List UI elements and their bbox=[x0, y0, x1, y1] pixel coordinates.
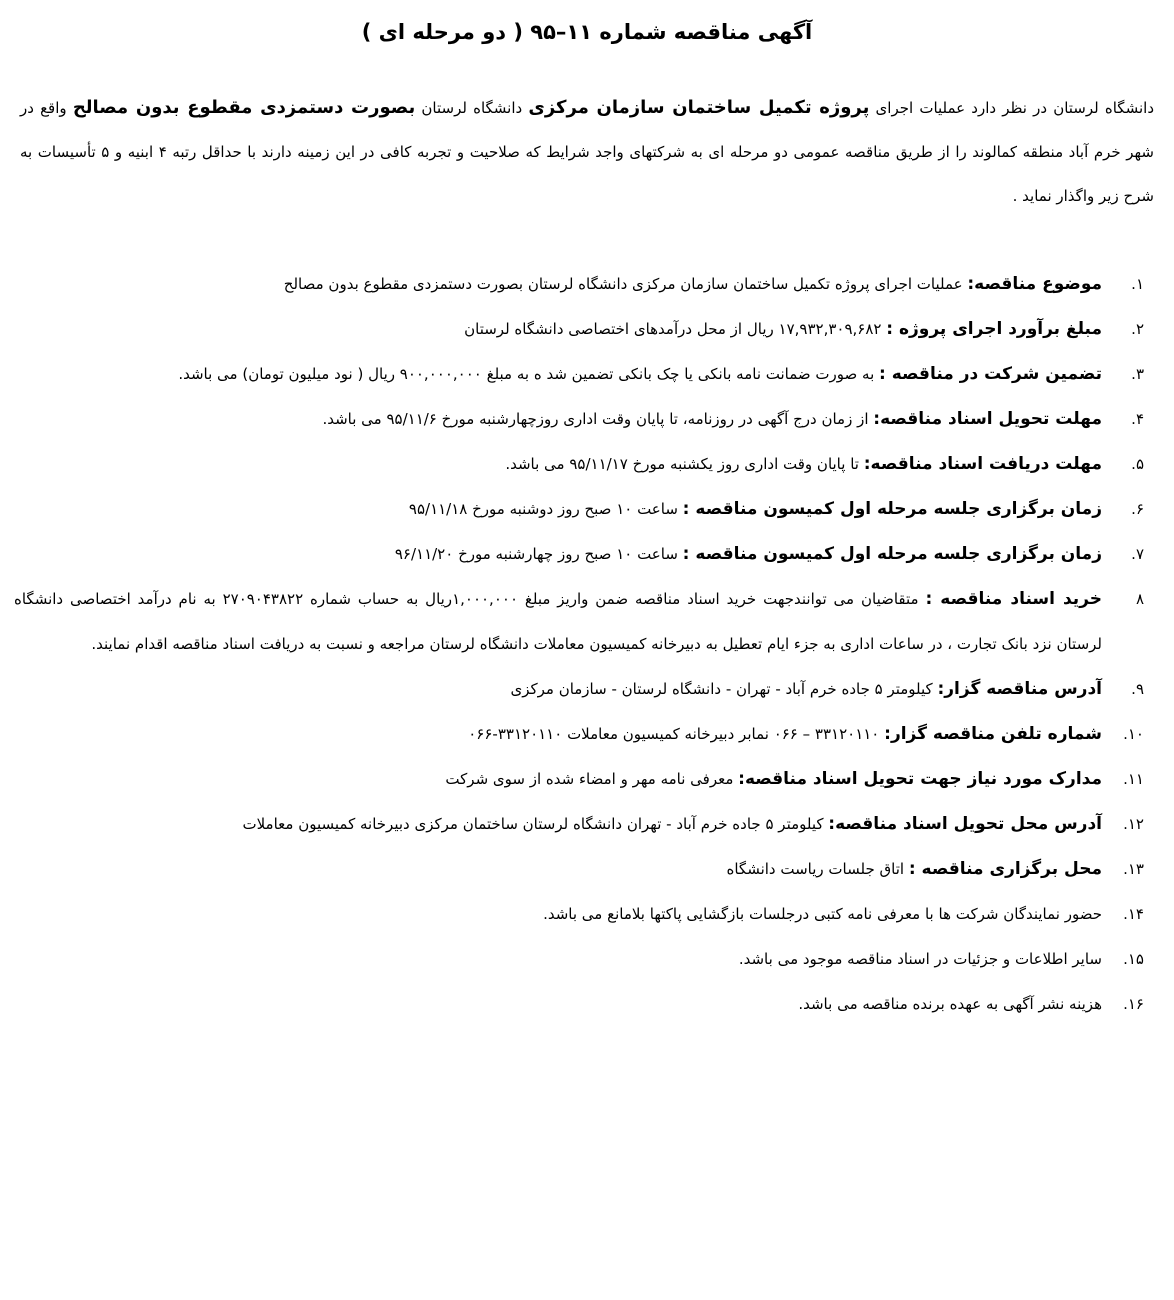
item-label: مبلغ برآورد اجرای پروژه : bbox=[886, 319, 1102, 339]
item-number: ۱. bbox=[1131, 275, 1144, 293]
list-item-2 bbox=[14, 307, 1154, 352]
list-item-12 bbox=[14, 802, 1154, 847]
item-label: مهلت تحویل اسناد مناقصه: bbox=[873, 409, 1102, 429]
item-number: ۱۳. bbox=[1123, 860, 1144, 878]
intro-paragraph bbox=[20, 86, 1154, 218]
item-number: ۱۵. bbox=[1123, 950, 1144, 968]
list-item-6 bbox=[14, 487, 1154, 532]
item-text: هزینه نشر آگهی به عهده برنده مناقصه می باشد. bbox=[798, 995, 1102, 1013]
intro-text-3: واقع در شهر خرم آباد منطقه کمالوند را از طریق مناقصه عمومی دو مرحله ای به شرکتهای واجد شرایط که صلاحیت و تجربه کافی در این زمینه دارند با حداقل رتبه ۴ ابنیه و ۵ تأسیسات به شرح زیر واگذار نماید . bbox=[20, 99, 1154, 205]
list-item-14 bbox=[14, 892, 1154, 937]
item-label: زمان برگزاری جلسه مرحله اول کمیسون مناقصه : bbox=[682, 544, 1102, 564]
conditions-list bbox=[14, 262, 1154, 1027]
list-item-11 bbox=[14, 757, 1154, 802]
item-text: از زمان درج آگهی در روزنامه، تا پایان وقت اداری روزچهارشنبه مورخ ۹۵/۱۱/۶ می باشد. bbox=[322, 410, 874, 428]
item-text: سایر اطلاعات و جزئیات در اسناد مناقصه موجود می باشد. bbox=[738, 950, 1102, 968]
item-text: کیلومتر ۵ جاده خرم آباد - تهران دانشگاه لرستان ساختمان مرکزی دبیرخانه کمیسیون معاملات bbox=[242, 815, 829, 833]
item-number: ۶. bbox=[1131, 500, 1144, 518]
item-label: خرید اسناد مناقصه : bbox=[925, 589, 1103, 609]
list-item-3 bbox=[14, 352, 1154, 397]
item-text: متقاضیان می توانندجهت خرید اسناد مناقصه ضمن واریز مبلغ ۱,۰۰۰,۰۰۰ریال به حساب شماره ۲۷۰۹۰۴۳۸۲۲ به نام درآمد اختصاصی دانشگاه لرستان نزد بانک تجارت ، در ساعات اداری به جزء ایام تعطیل به دبیرخانه کمیسیون معاملات دانشگاه لرستان مراجعه و نسبت به دریافت اسناد مناقصه اقدام نمایند. bbox=[14, 590, 1102, 653]
item-number: ۴. bbox=[1131, 410, 1144, 428]
item-text: ساعت ۱۰ صبح روز چهارشنبه مورخ ۹۶/۱۱/۲۰ bbox=[394, 545, 683, 563]
item-number: ۱۲. bbox=[1123, 815, 1144, 833]
item-label: آدرس محل تحویل اسناد مناقصه: bbox=[828, 814, 1102, 834]
intro-text-2: دانشگاه لرستان bbox=[415, 99, 529, 117]
item-text: کیلومتر ۵ جاده خرم آباد - تهران - دانشگاه لرستان - سازمان مرکزی bbox=[510, 680, 938, 698]
item-number: ۱۰. bbox=[1123, 725, 1144, 743]
list-item-9 bbox=[14, 667, 1154, 712]
intro-bold-contract-type: بصورت دستمزدی مقطوع بدون مصالح bbox=[72, 97, 416, 118]
item-text: معرفی نامه مهر و امضاء شده از سوی شرکت bbox=[445, 770, 739, 788]
list-item-16 bbox=[14, 982, 1154, 1027]
intro-bold-project: پروژه تکمیل ساختمان سازمان مرکزی bbox=[528, 97, 870, 118]
item-number: ۵. bbox=[1131, 455, 1144, 473]
item-number: ۲. bbox=[1131, 320, 1144, 338]
item-label: شماره تلفن مناقصه گزار: bbox=[884, 724, 1102, 744]
item-number: ۱۱. bbox=[1123, 770, 1144, 788]
list-item-4 bbox=[14, 397, 1154, 442]
notice-title: آگهی مناقصه شماره ۱۱–۹۵ ( دو مرحله ای ) bbox=[361, 20, 813, 44]
list-item-8 bbox=[14, 577, 1154, 667]
item-text: تا پایان وقت اداری روز یکشنبه مورخ ۹۵/۱۱/۱۷ می باشد. bbox=[505, 455, 864, 473]
item-number: ۳. bbox=[1131, 365, 1144, 383]
item-text: ساعت ۱۰ صبح روز دوشنبه مورخ ۹۵/۱۱/۱۸ bbox=[408, 500, 683, 518]
item-label: زمان برگزاری جلسه مرحله اول کمیسون مناقصه : bbox=[682, 499, 1102, 519]
item-number: ۹. bbox=[1131, 680, 1144, 698]
list-item-7 bbox=[14, 532, 1154, 577]
list-item-13 bbox=[14, 847, 1154, 892]
item-text: به صورت ضمانت نامه بانکی یا چک بانکی تضمین شد ه به مبلغ ۹۰۰,۰۰۰,۰۰۰ ریال ( نود میلیون تومان) می باشد. bbox=[178, 365, 880, 383]
item-label: مدارک مورد نیاز جهت تحویل اسناد مناقصه: bbox=[738, 769, 1102, 789]
item-text: ۳۳۱۲۰۱۱۰ – ۰۶۶ نمابر دبیرخانه کمیسیون معاملات ۳۳۱۲۰۱۱۰-۰۶۶ bbox=[468, 725, 885, 743]
item-label: محل برگزاری مناقصه : bbox=[908, 859, 1102, 879]
item-label: مهلت دریافت اسناد مناقصه: bbox=[863, 454, 1102, 474]
list-item-10 bbox=[14, 712, 1154, 757]
item-number: ۸ bbox=[1135, 590, 1144, 608]
intro-text-1: دانشگاه لرستان در نظر دارد عملیات اجرای bbox=[869, 99, 1154, 117]
list-item-15 bbox=[14, 937, 1154, 982]
list-item-1 bbox=[14, 262, 1154, 307]
item-number: ۱۶. bbox=[1123, 995, 1144, 1013]
item-text: ۱۷,۹۳۲,۳۰۹,۶۸۲ ریال از محل درآمدهای اختصاصی دانشگاه لرستان bbox=[464, 320, 887, 338]
item-text: اتاق جلسات ریاست دانشگاه bbox=[726, 860, 909, 878]
list-item-5 bbox=[14, 442, 1154, 487]
item-label: تضمین شرکت در مناقصه : bbox=[879, 364, 1102, 384]
item-text: حضور نمایندگان شرکت ها با معرفی نامه کتبی درجلسات بازگشایی پاکتها بلامانع می باشد. bbox=[543, 905, 1102, 923]
item-label: آدرس مناقصه گزار: bbox=[937, 679, 1102, 699]
item-label: موضوع مناقصه: bbox=[967, 274, 1102, 294]
item-number: ۱۴. bbox=[1123, 905, 1144, 923]
item-text: عملیات اجرای پروژه تکمیل ساختمان سازمان مرکزی دانشگاه لرستان بصورت دستمزدی مقطوع بدون مصالح bbox=[283, 275, 968, 293]
item-number: ۷. bbox=[1131, 545, 1144, 563]
